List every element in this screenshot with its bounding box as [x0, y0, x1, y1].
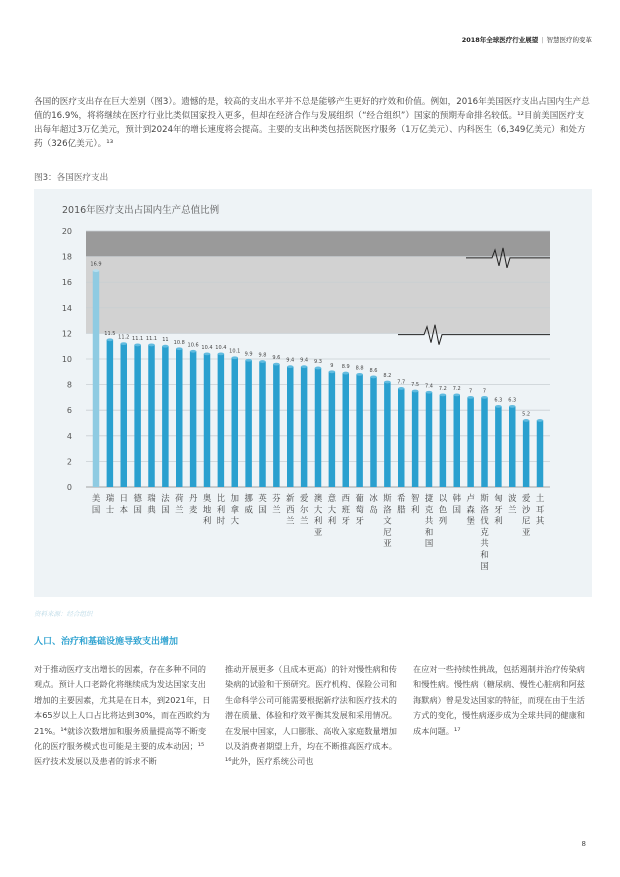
y-tick-label: 20 — [61, 227, 72, 236]
bar-cap — [356, 373, 363, 376]
bar-chart — [34, 189, 592, 597]
bar — [273, 364, 280, 487]
page-header: 2018年全球医疗行业展望 | 智慧医疗的变革 — [461, 36, 592, 44]
bar-cap — [495, 405, 502, 408]
bar — [481, 397, 488, 487]
bar — [176, 349, 183, 487]
x-tick-label: 捷克共和国 — [424, 493, 434, 549]
bar — [218, 354, 225, 487]
bar — [259, 362, 266, 487]
bar-cap — [523, 419, 530, 422]
data-label: 8.2 — [383, 373, 392, 380]
bar-cap — [440, 393, 447, 396]
bar-cap — [315, 367, 322, 370]
x-tick-label: 智利 — [410, 493, 420, 515]
bar-cap — [134, 344, 141, 347]
bar-cap — [481, 396, 488, 399]
y-tick-label: 10 — [61, 355, 72, 364]
y-tick-label: 14 — [61, 303, 72, 313]
x-tick-label: 比利时 — [216, 493, 226, 526]
bar-cap — [467, 396, 474, 399]
x-tick-label: 法国 — [161, 493, 170, 515]
x-tick-label: 瑞士 — [105, 493, 115, 515]
x-tick-label: 英国 — [258, 493, 267, 515]
bar — [343, 373, 350, 487]
data-label: 11 — [162, 337, 169, 344]
x-tick-label: 卢森堡 — [466, 493, 475, 526]
data-label: 11.5 — [104, 330, 116, 337]
body-column-1: 对于推动医疗支出增长的因素，存在多种不同的观点。预计人口老龄化将继续成为发达国家支出增加的主要因素，尤其是在日本，到2021年，日本65岁以上人口占比将达到30%，而在西欧约为21%。¹⁴就诊次数增加和服务质量提高等不断变化的医疗服务模式也可能是主要的成本动因；¹⁵医疗技术发展以及患者的诉求不断 — [34, 664, 211, 767]
data-label: 9 — [330, 362, 334, 369]
bar — [426, 392, 433, 487]
bar-cap — [93, 269, 100, 272]
y-tick-label: 8 — [66, 380, 72, 390]
data-label: 9.3 — [314, 358, 322, 365]
bar-cap — [218, 352, 225, 355]
bar — [287, 367, 294, 487]
bar-cap — [454, 393, 461, 396]
x-tick-label: 爱沙尼亚 — [521, 493, 531, 537]
report-title: 2018年全球医疗行业展望 — [461, 36, 539, 44]
data-label: 6.3 — [508, 397, 517, 404]
data-label: 7 — [482, 388, 487, 395]
y-tick-label: 0 — [66, 483, 72, 492]
x-tick-label: 德国 — [133, 493, 142, 515]
bar-cap — [162, 345, 169, 348]
x-tick-label: 荷兰 — [175, 493, 184, 515]
bar-cap — [384, 381, 391, 384]
data-label: 8.8 — [355, 365, 364, 372]
bar — [440, 395, 447, 487]
bar-cap — [509, 405, 516, 408]
x-tick-label: 以色列 — [438, 493, 448, 526]
band-mid — [86, 257, 550, 334]
chart-container — [34, 189, 592, 597]
bar-cap — [121, 342, 128, 345]
bar-cap — [273, 363, 280, 366]
bar-cap — [204, 352, 211, 355]
bar — [190, 351, 197, 487]
x-tick-label: 西班牙 — [341, 493, 350, 526]
x-tick-label: 韩国 — [452, 493, 461, 515]
x-tick-label: 芬兰 — [272, 493, 281, 515]
data-label: 10.4 — [215, 344, 227, 351]
data-label: 7.2 — [438, 385, 447, 392]
bar — [232, 358, 239, 487]
data-label: 10.6 — [187, 342, 199, 349]
figure-label: 图3：各国医疗支出 — [34, 173, 109, 183]
data-label: 7 — [469, 388, 473, 395]
x-tick-label: 日本 — [119, 493, 128, 515]
bar-cap — [343, 372, 350, 375]
data-label: 10.8 — [173, 339, 185, 346]
x-tick-label: 土耳其 — [535, 493, 545, 526]
data-label: 7.2 — [452, 385, 461, 392]
bar — [148, 345, 155, 487]
bar — [93, 271, 100, 487]
y-tick-label: 6 — [66, 406, 72, 416]
bar — [356, 374, 363, 487]
x-tick-label: 爱尔兰 — [299, 493, 309, 526]
bar-cap — [301, 365, 308, 368]
band-top — [86, 231, 550, 257]
y-tick-label: 12 — [61, 329, 72, 339]
bar-cap — [537, 419, 544, 422]
page-number: 8 — [581, 840, 586, 848]
bar-cap — [148, 344, 155, 347]
bar — [121, 344, 128, 487]
data-label: 9.9 — [244, 351, 253, 358]
data-label: 9.6 — [272, 355, 281, 362]
x-tick-label: 波兰 — [508, 493, 517, 515]
data-label: 16.9 — [90, 261, 102, 268]
bar — [162, 346, 169, 487]
data-label: 9.8 — [258, 352, 267, 359]
data-label: 9.4 — [286, 357, 295, 364]
bar-cap — [329, 370, 336, 373]
x-tick-label: 斯洛伐克共和国 — [480, 493, 489, 571]
x-tick-label: 希腊 — [397, 493, 406, 515]
source-note: 资料来源：经合组织 — [34, 610, 93, 618]
bar — [301, 367, 308, 487]
data-label: 8.9 — [341, 364, 350, 371]
report-subtitle: 智慧医疗的变革 — [546, 36, 592, 44]
body-column-3: 在应对一些持续性挑战，包括遏制并治疗传染病和慢性病。慢性病（糖尿病、慢性心脏病和阿兹海默病）曾是发达国家的特征，而现在由于生活方式的变化，慢性病逐步成为全球共同的健康和成本问题。¹⁷ — [413, 664, 585, 736]
bar — [245, 360, 252, 487]
bar — [134, 345, 141, 487]
x-tick-label: 葡萄牙 — [355, 493, 364, 526]
bar-cap — [232, 356, 239, 359]
data-label: 5.2 — [522, 411, 531, 418]
bar — [509, 406, 516, 487]
x-tick-label: 冰岛 — [369, 493, 378, 515]
x-tick-label: 斯洛文尼亚 — [383, 493, 392, 549]
x-tick-label: 新西兰 — [286, 493, 295, 526]
x-tick-label: 美国 — [91, 493, 101, 515]
bar — [412, 391, 419, 487]
x-tick-label: 匈牙利 — [494, 493, 503, 526]
bar — [204, 354, 211, 487]
bar-cap — [426, 391, 433, 394]
data-label: 11.1 — [132, 335, 144, 342]
bar-cap — [176, 347, 183, 350]
data-label: 11.1 — [145, 335, 158, 342]
bar — [107, 340, 114, 487]
data-label: 7.7 — [397, 379, 406, 386]
y-tick-label: 2 — [66, 457, 72, 467]
bar — [467, 397, 474, 487]
bar — [398, 388, 405, 487]
data-label: 8.6 — [369, 367, 378, 374]
chart-title: 2016年医疗支出占国内生产总值比例 — [62, 205, 220, 216]
data-label: 6.3 — [494, 397, 503, 404]
data-label: 7.4 — [425, 383, 433, 390]
body-column-2: 推动开展更多（且成本更高）的针对慢性病和传染病的试验和干预研究。医疗机构、保险公司和生命科学公司可能需要根据新疗法和医疗技术的潜在质量、体验和疗效平衡其发展和采用情况。在发展中国家，人口膨胀、高收入家庭数量增加以及消费者期望上升，均在不断推高医疗成本。¹⁶此外，医疗系统公司也 — [225, 664, 397, 767]
bar-cap — [245, 359, 252, 362]
bar-cap — [107, 338, 114, 341]
data-label: 7.5 — [411, 382, 420, 388]
x-tick-label: 奥地利 — [202, 493, 212, 526]
data-label: 9.4 — [300, 357, 309, 364]
x-tick-label: 澳大利亚 — [313, 493, 323, 537]
bar — [384, 382, 391, 487]
data-label: 11.2 — [118, 334, 130, 341]
bar — [537, 420, 544, 487]
bar-cap — [412, 390, 419, 393]
y-tick-label: 18 — [61, 252, 72, 262]
data-label: 10.4 — [201, 344, 213, 351]
bar-cap — [287, 365, 294, 368]
bar-cap — [370, 376, 377, 379]
y-tick-label: 4 — [66, 431, 72, 441]
bar-cap — [259, 360, 266, 363]
bar — [454, 395, 461, 487]
bar-cap — [190, 350, 197, 353]
x-tick-label: 瑞典 — [147, 493, 156, 515]
bar — [370, 377, 377, 487]
intro-paragraph: 各国的医疗支出存在巨大差别（图3）。遗憾的是，较高的支出水平并不总是能够产生更好的疗效和价值。例如，2016年美国医疗支出占国内生产总值的16.9%，将将继续在医疗行业比类似国家投入更多，但却在经济合作与发展组织（“经合组织”）国家的预期寿命排名较低。¹²目前美国医疗支出每年超过3万亿美元，预计到2024年的增长速度将会提高。主要的支出种类包括医院医疗服务（1万亿美元）、内科医生（6,349亿美元）和处方药（326亿美元）。¹³ — [34, 97, 590, 149]
y-tick-label: 16 — [61, 278, 72, 288]
section-title: 人口、治疗和基础设施导致支出增加 — [34, 637, 179, 647]
bar — [315, 368, 322, 487]
x-tick-label: 意大利 — [327, 493, 337, 526]
bar — [329, 372, 336, 487]
bar-cap — [398, 387, 405, 390]
x-tick-label: 丹麦 — [188, 493, 198, 515]
x-tick-label: 挪威 — [244, 493, 253, 515]
data-label: 10.1 — [229, 348, 241, 355]
x-tick-label: 加拿大 — [230, 493, 239, 526]
bar — [495, 406, 502, 487]
bar — [523, 420, 530, 487]
